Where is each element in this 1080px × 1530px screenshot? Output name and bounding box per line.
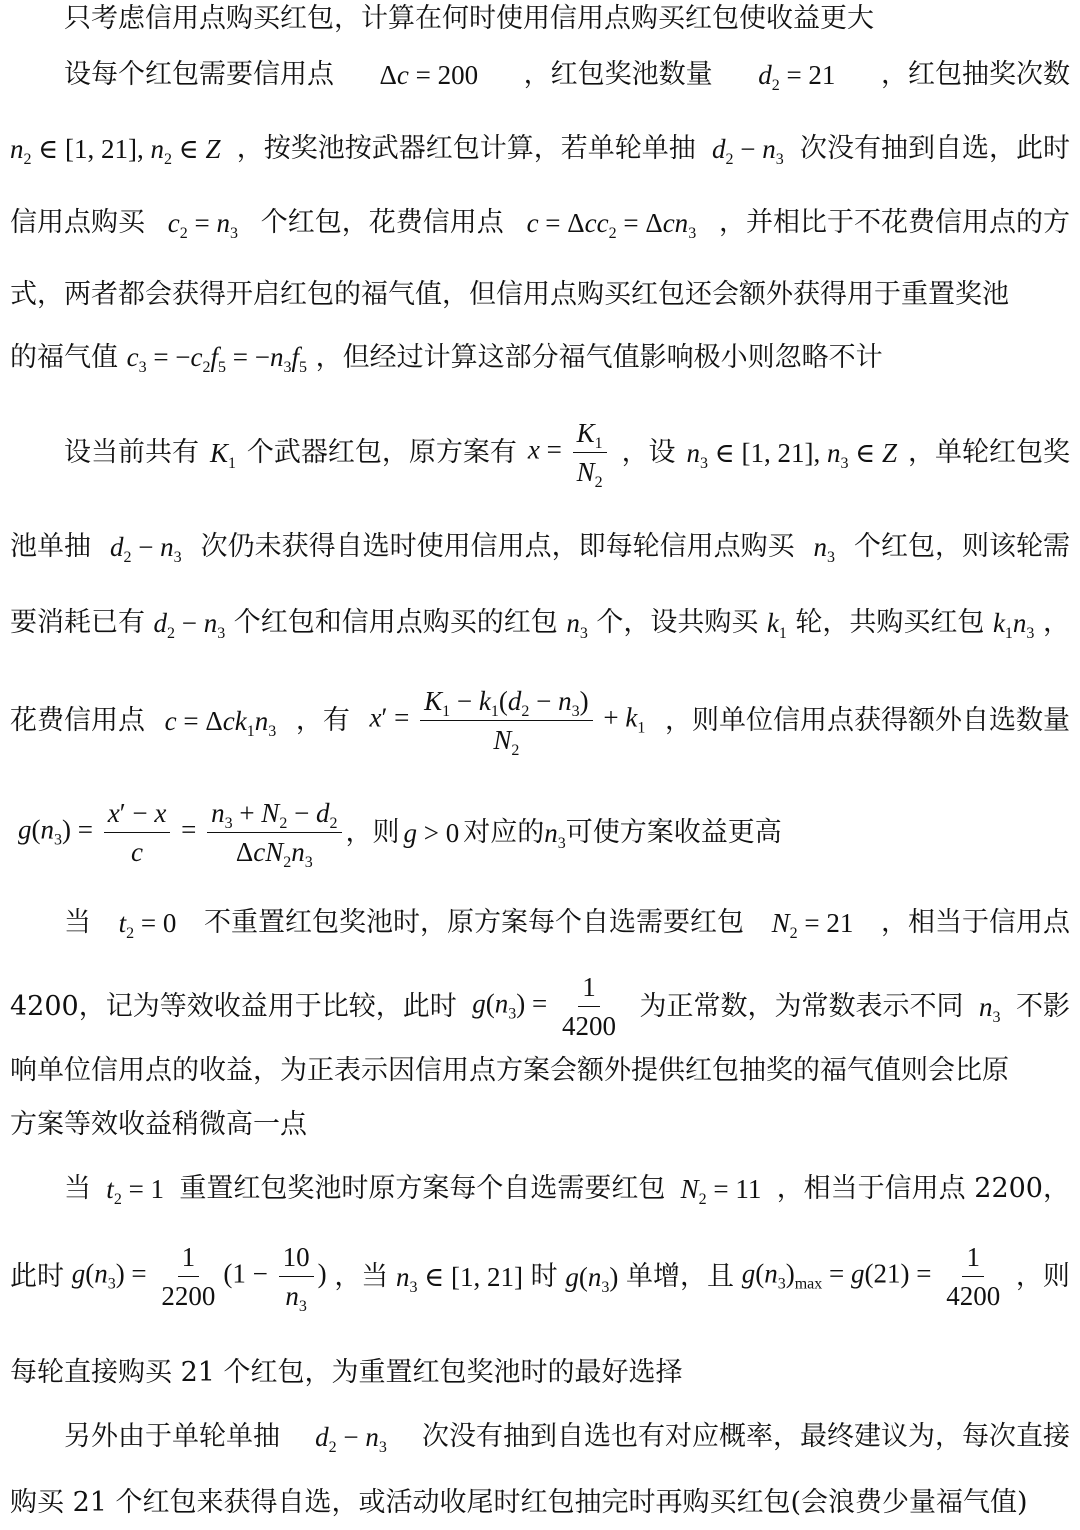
- formula-x-def: x = $\frac{K_1}{N_2}$: [528, 416, 611, 489]
- paragraph-case1-line-2: 此时 $g(n_3)$ = $\frac{1}{2200}$ (1 − $\frac{10}{n_3}$ ) ，当 $n_3$ ∈ [1, 21] 时 $g(n_3)$ 单增，且 $g(n_3)_{max} = g(21)$ = $\frac{1}{4200}$ ，则: [10, 1242, 1070, 1315]
- formula-cost-k1n3: $c = \Delta ck_1n_3$: [164, 705, 277, 740]
- formula-k1n3: $k_1n_3$: [992, 608, 1035, 642]
- formula-K1: $K_1$: [209, 437, 236, 472]
- paragraph-scheme-line-5: $g(n_3)$ = $\frac{x' - x}{c}$ = $\frac{n_3 + N_2 - d_2}{\Delta cN_2n_3}$ ，则 g > 0 对应的 $n_3$ 可使方案收益更高: [18, 798, 782, 871]
- formula-delta-c: Δc = 200: [379, 60, 479, 90]
- formula-n3-b: $n_3$: [566, 608, 588, 642]
- formula-t2-one: $t_2 = 1$: [106, 1174, 165, 1208]
- formula-n3: $n_3$: [813, 532, 836, 566]
- formula-d2-minus-n3-c: $d_2 - n_3$: [153, 608, 226, 642]
- formula-n3-range-b: $n_3$ ∈ [1, 21]: [396, 1261, 523, 1296]
- formula-N2-21: $N_2 = 21$: [771, 908, 854, 942]
- formula-d2-minus-n3-d: $d_2 - n_3$: [315, 1422, 387, 1456]
- paragraph-intro: 只考虑信用点购买红包，计算在何时使用信用点购买红包使收益更大: [64, 3, 874, 34]
- paragraph-scheme-line-2: 池单抽 $d_2 - n_3$ 次仍未获得自选时使用信用点，即每轮信用点购买 $n_3$ 个红包，则该轮需: [10, 531, 1070, 566]
- paragraph-case1-line-1: 当 $t_2 = 1$ 重置红包奖池时原方案每个自选需要红包 $N_2 = 11$ ，相当于信用点 2200，: [64, 1173, 1070, 1208]
- formula-g-max: $g(n_3)_{max} = g(21)$ = $\frac{1}{4200}$: [741, 1242, 1001, 1311]
- formula-N2-11: $N_2 = 11$: [680, 1174, 762, 1208]
- paragraph-setup-line-2: $n_2$ ∈ [1, 21], $n_2$ ∈ Z ，按奖池按武器红包计算，若单轮单抽 $d_2 - n_3$ 次没有抽到自选，此时: [10, 133, 1070, 168]
- formula-n3-d: $n_3$: [978, 991, 1001, 1026]
- paragraph-advice-line-1: 另外由于单轮单抽 $d_2 - n_3$ 次没有抽到自选也有对应概率，最终建议为，每次直接: [64, 1421, 1070, 1456]
- formula-g-def: $g(n_3)$ = $\frac{x' - x}{c}$ = $\frac{n_3 + N_2 - d_2}{\Delta cN_2n_3}$: [18, 796, 346, 869]
- formula-g-const: $g(n_3)$ = $\frac{1}{4200}$: [472, 972, 616, 1041]
- paragraph-setup-line-1: 设每个红包需要信用点 Δc = 200 ，红包奖池数量 $d_2 = 21$ ，红包抽奖次数: [64, 59, 1070, 94]
- formula-d2-minus-n3-b: $d_2 - n_3$: [109, 532, 182, 566]
- paragraph-case0-line-3: 响单位信用点的收益，为正表示因信用点方案会额外提供红包抽奖的福气值则会比原: [10, 1055, 1009, 1086]
- paragraph-case0-line-1: 当 $t_2 = 0$ 不重置红包奖池时，原方案每个自选需要红包 $N_2 = 21$ ，相当于信用点: [64, 907, 1070, 942]
- formula-g-positive: g > 0: [403, 817, 460, 848]
- paragraph-setup-line-3: 信用点购买 $c_2 = n_3$ 个红包，花费信用点 c = Δcc$_2$ = Δcn$_3$ ，并相比于不花费信用点的方: [10, 207, 1070, 242]
- paragraph-case0-line-4: 方案等效收益稍微高一点: [10, 1109, 307, 1140]
- formula-d2-minus-n3: $d_2 - n_3$: [712, 134, 784, 168]
- paragraph-scheme-line-3: 要消耗已有 $d_2 - n_3$ 个红包和信用点购买的红包 $n_3$ 个，设共购买 $k_1$ 轮，共购买红包 $k_1n_3$ ，: [10, 607, 1070, 642]
- formula-c3: $c_3 = -c_2f_5 = -n_3f_5$: [126, 342, 308, 376]
- formula-n2-range: $n_2$ ∈ [1, 21], $n_2$ ∈ Z: [10, 134, 221, 168]
- formula-x-prime: x′ = $\frac{K_1 - k_1(d_2 - n_3)}{N_2}$ + $k_1$: [369, 686, 646, 759]
- formula-d2: $d_2 = 21$: [758, 60, 836, 94]
- paragraph-advice-line-2: 购买 21 个红包来获得自选，或活动收尾时红包抽完时再购买红包(会浪费少量福气值): [10, 1487, 1028, 1518]
- formula-g-n3: $g(n_3)$: [565, 1261, 619, 1296]
- paragraph-setup-line-4: 式，两者都会获得开启红包的福气值，但信用点购买红包还会额外获得用于重置奖池: [10, 279, 1009, 310]
- formula-t2-zero: $t_2 = 0$: [118, 908, 177, 942]
- paragraph-case0-line-2: 4200，记为等效收益用于比较，此时 $g(n_3)$ = $\frac{1}{4200}$ 为正常数，为常数表示不同 $n_3$ 不影: [10, 972, 1070, 1041]
- formula-k1: $k_1$: [766, 608, 787, 642]
- paragraph-scheme-line-1: 设当前共有 $K_1$ 个武器红包，原方案有 x = $\frac{K_1}{N_2}$ ，设 $n_3$ ∈ [1, 21], $n_3$ ∈ Z ，单轮红包奖: [64, 418, 1070, 491]
- formula-g-reset: $g(n_3)$ = $\frac{1}{2200}$ (1 − $\frac{10}{n_3}$ ): [71, 1242, 327, 1315]
- paragraph-setup-line-5: 的福气值 $c_3 = -c_2f_5 = -n_3f_5$ ，但经过计算这部分福气值影响极小则忽略不计: [10, 342, 883, 376]
- formula-n3-c: $n_3$: [544, 817, 566, 852]
- formula-n3-range: $n_3$ ∈ [1, 21], $n_3$ ∈ Z: [686, 437, 898, 472]
- paragraph-scheme-line-4: 花费信用点 $c = \Delta ck_1n_3$ ，有 x′ = $\frac{K_1 - k_1(d_2 - n_3)}{N_2}$ + $k_1$ ，则单位信用点获得额外自选数量: [10, 686, 1070, 759]
- paragraph-case1-line-3: 每轮直接购买 21 个红包，为重置红包奖池时的最好选择: [10, 1357, 683, 1388]
- formula-cost: c = Δcc$_2$ = Δcn$_3$: [526, 208, 697, 242]
- formula-c2: $c_2 = n_3$: [167, 208, 238, 242]
